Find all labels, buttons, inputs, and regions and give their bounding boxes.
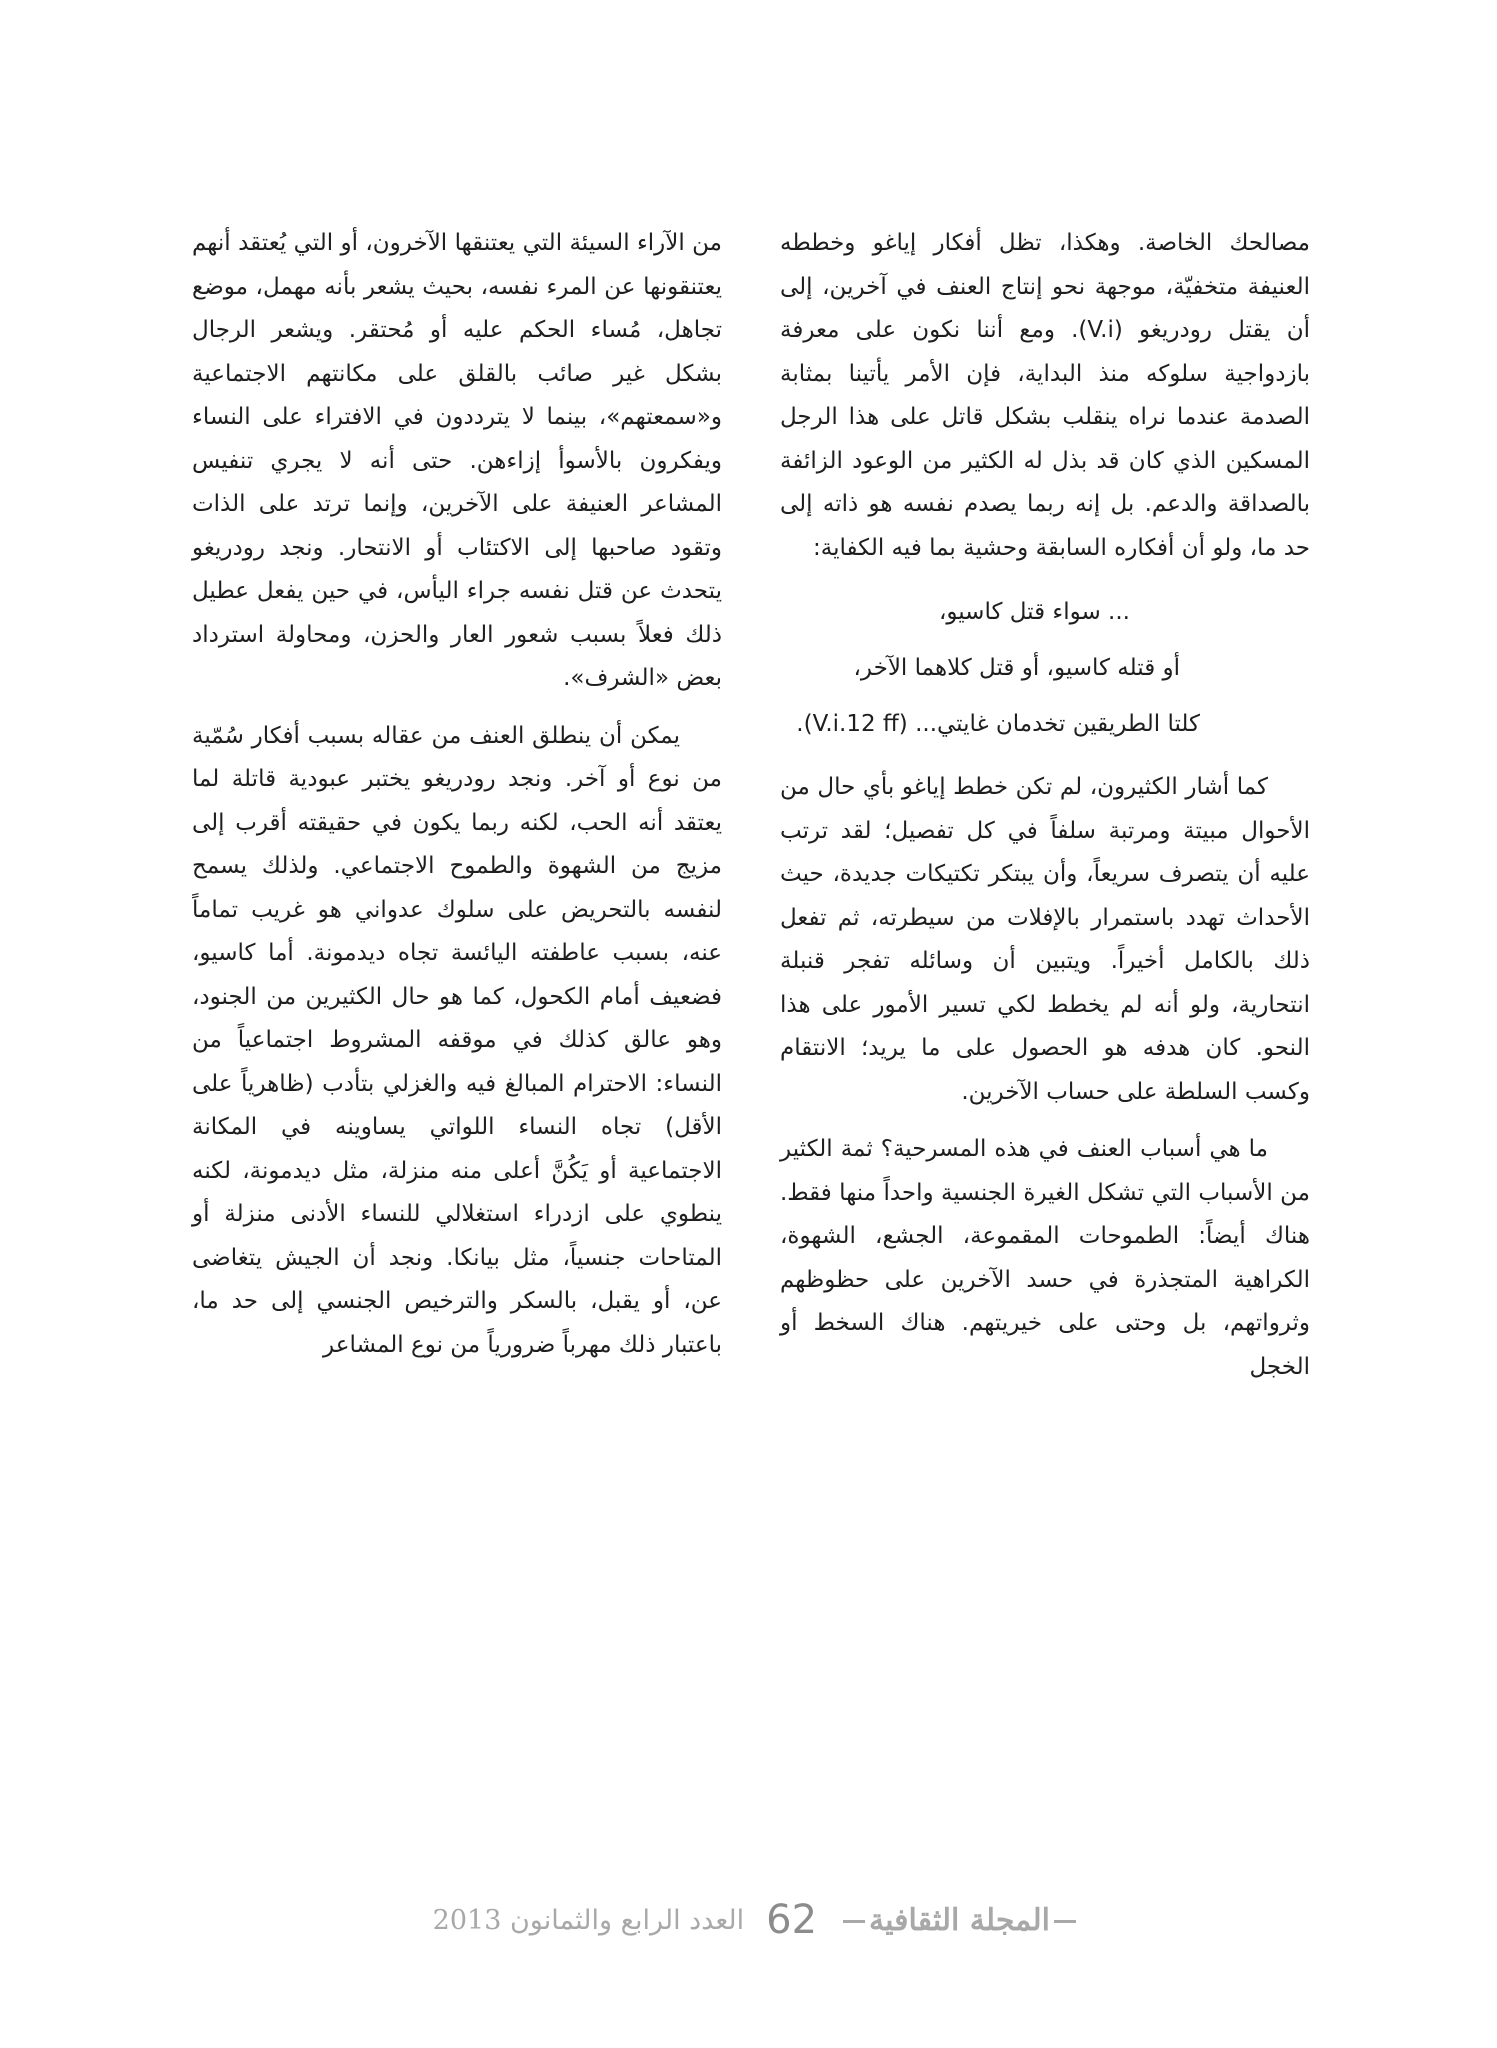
logo-mark-icon	[1054, 1920, 1076, 1923]
paragraph: مصالحك الخاصة. وهكذا، تظل أفكار إياغو وخططه العنيفة متخفيّة، موجهة نحو إنتاج العنف في آخرين، إلى أن يقتل رودريغو (V.i). ومع أننا نكون على معرفة بازدواجية سلوكه منذ البداية، فإن الأمر يأتينا بمثابة الصدمة عندما نراه ينقلب بشكل قاتل على هذا الرجل المسكين الذي كان قد بذل له الكثير من الوعود الزائفة بالصداقة والدعم. بل إنه ربما يصدم نفسه هو ذاته إلى حد ما، ولو أن أفكاره السابقة وحشية بما فيه الكفاية:	[780, 230, 1310, 561]
logo-mark-icon	[843, 1920, 865, 1923]
verse-line: أو قتله كاسيو، أو قتل كلاهما الآخر،	[853, 655, 1180, 681]
paragraph: كما أشار الكثيرون، لم تكن خطط إياغو بأي حال من الأحوال مبيتة ومرتبة سلفاً في كل تفصيل؛ لقد ترتب عليه أن يتصرف سريعاً، وأن يبتكر تكتيكات جديدة، حيث الأحداث تهدد باستمرار بالإفلات من سيطرته، ثم تفعل ذلك بالكامل أخيراً. ويتبين أن وسائله تفجر قنبلة انتحارية، ولو أنه لم يخطط لكي تسير الأمور على هذا النحو. كان هدفه هو الحصول على ما يريد؛ الانتقام وكسب السلطة على حساب الآخرين.	[780, 774, 1310, 1105]
paragraph: ما هي أسباب العنف في هذه المسرحية؟ ثمة الكثير من الأسباب التي تشكل الغيرة الجنسية واحداً منها فقط. هناك أيضاً: الطموحات المقموعة، الجشع، الشهوة، الكراهية المتجذرة في حسد الآخرين على حظوظهم وثرواتهم، بل وحتى على خيريتهم. هناك السخط أو الخجل	[780, 1136, 1310, 1380]
verse-line: كلتا الطريقين تخدمان غايتي... (V.i.12 ff).	[796, 711, 1200, 737]
page-footer	[432, 1895, 1080, 1945]
verse-line: ... سواء قتل كاسيو،	[938, 599, 1130, 625]
magazine-logo	[839, 1903, 1080, 1938]
magazine-name: المجلة الثقافية	[869, 1902, 1050, 1938]
verse-quote	[780, 584, 1310, 752]
text-column-left	[192, 222, 722, 1381]
paragraph: يمكن أن ينطلق العنف من عقاله بسبب أفكار سُمّية من نوع أو آخر. ونجد رودريغو يختبر عبودية قاتلة لما يعتقد أنه الحب، لكنه ربما يكون في حقيقته أقرب إلى مزيج من الشهوة والطموح الاجتماعي. ولذلك يسمح لنفسه بالتحريض على سلوك عدواني هو غريب تماماً عنه، بسبب عاطفته اليائسة تجاه ديدمونة. أما كاسيو، فضعيف أمام الكحول، كما هو حال الكثيرين من الجنود، وهو عالق كذلك في موقفه المشروط اجتماعياً من النساء: الاحترام المبالغ فيه والغزلي بتأدب (ظاهرياً على الأقل) تجاه النساء اللواتي يساوينه في المكانة الاجتماعية أو يَكُنَّ أعلى منه منزلة، مثل ديدمونة، لكنه ينطوي على ازدراء استغلالي للنساء الأدنى منزلة أو المتاحات جنسياً، مثل بيانكا. ونجد أن الجيش يتغاضى عن، أو يقبل، بالسكر والترخيص الجنسي إلى حد ما، باعتبار ذلك مهرباً ضرورياً من نوع المشاعر	[192, 722, 722, 1358]
paragraph: من الآراء السيئة التي يعتنقها الآخرون، أو التي يُعتقد أنهم يعتنقونها عن المرء نفسه، بحيث يشعر بأنه مهمل، موضع تجاهل، مُساء الحكم عليه أو مُحتقر. ويشعر الرجال بشكل غير صائب بالقلق على مكانتهم الاجتماعية و«سمعتهم»، بينما لا يترددون في الافتراء على النساء ويفكرون بالأسوأ إزاءهن. حتى أنه لا يجري تنفيس المشاعر العنيفة على الآخرين، وإنما ترتد على الذات وتقود صاحبها إلى الاكتئاب أو الانتحار. ونجد رودريغو يتحدث عن قتل نفسه جراء اليأس، في حين يفعل عطيل ذلك فعلاً بسبب شعور العار والحزن، ومحاولة استرداد بعض «الشرف».	[192, 230, 722, 691]
issue-label: العدد الرابع والثمانون 2013	[432, 1904, 745, 1936]
page-number: 62	[766, 1897, 818, 1943]
text-column-right	[780, 222, 1310, 1403]
